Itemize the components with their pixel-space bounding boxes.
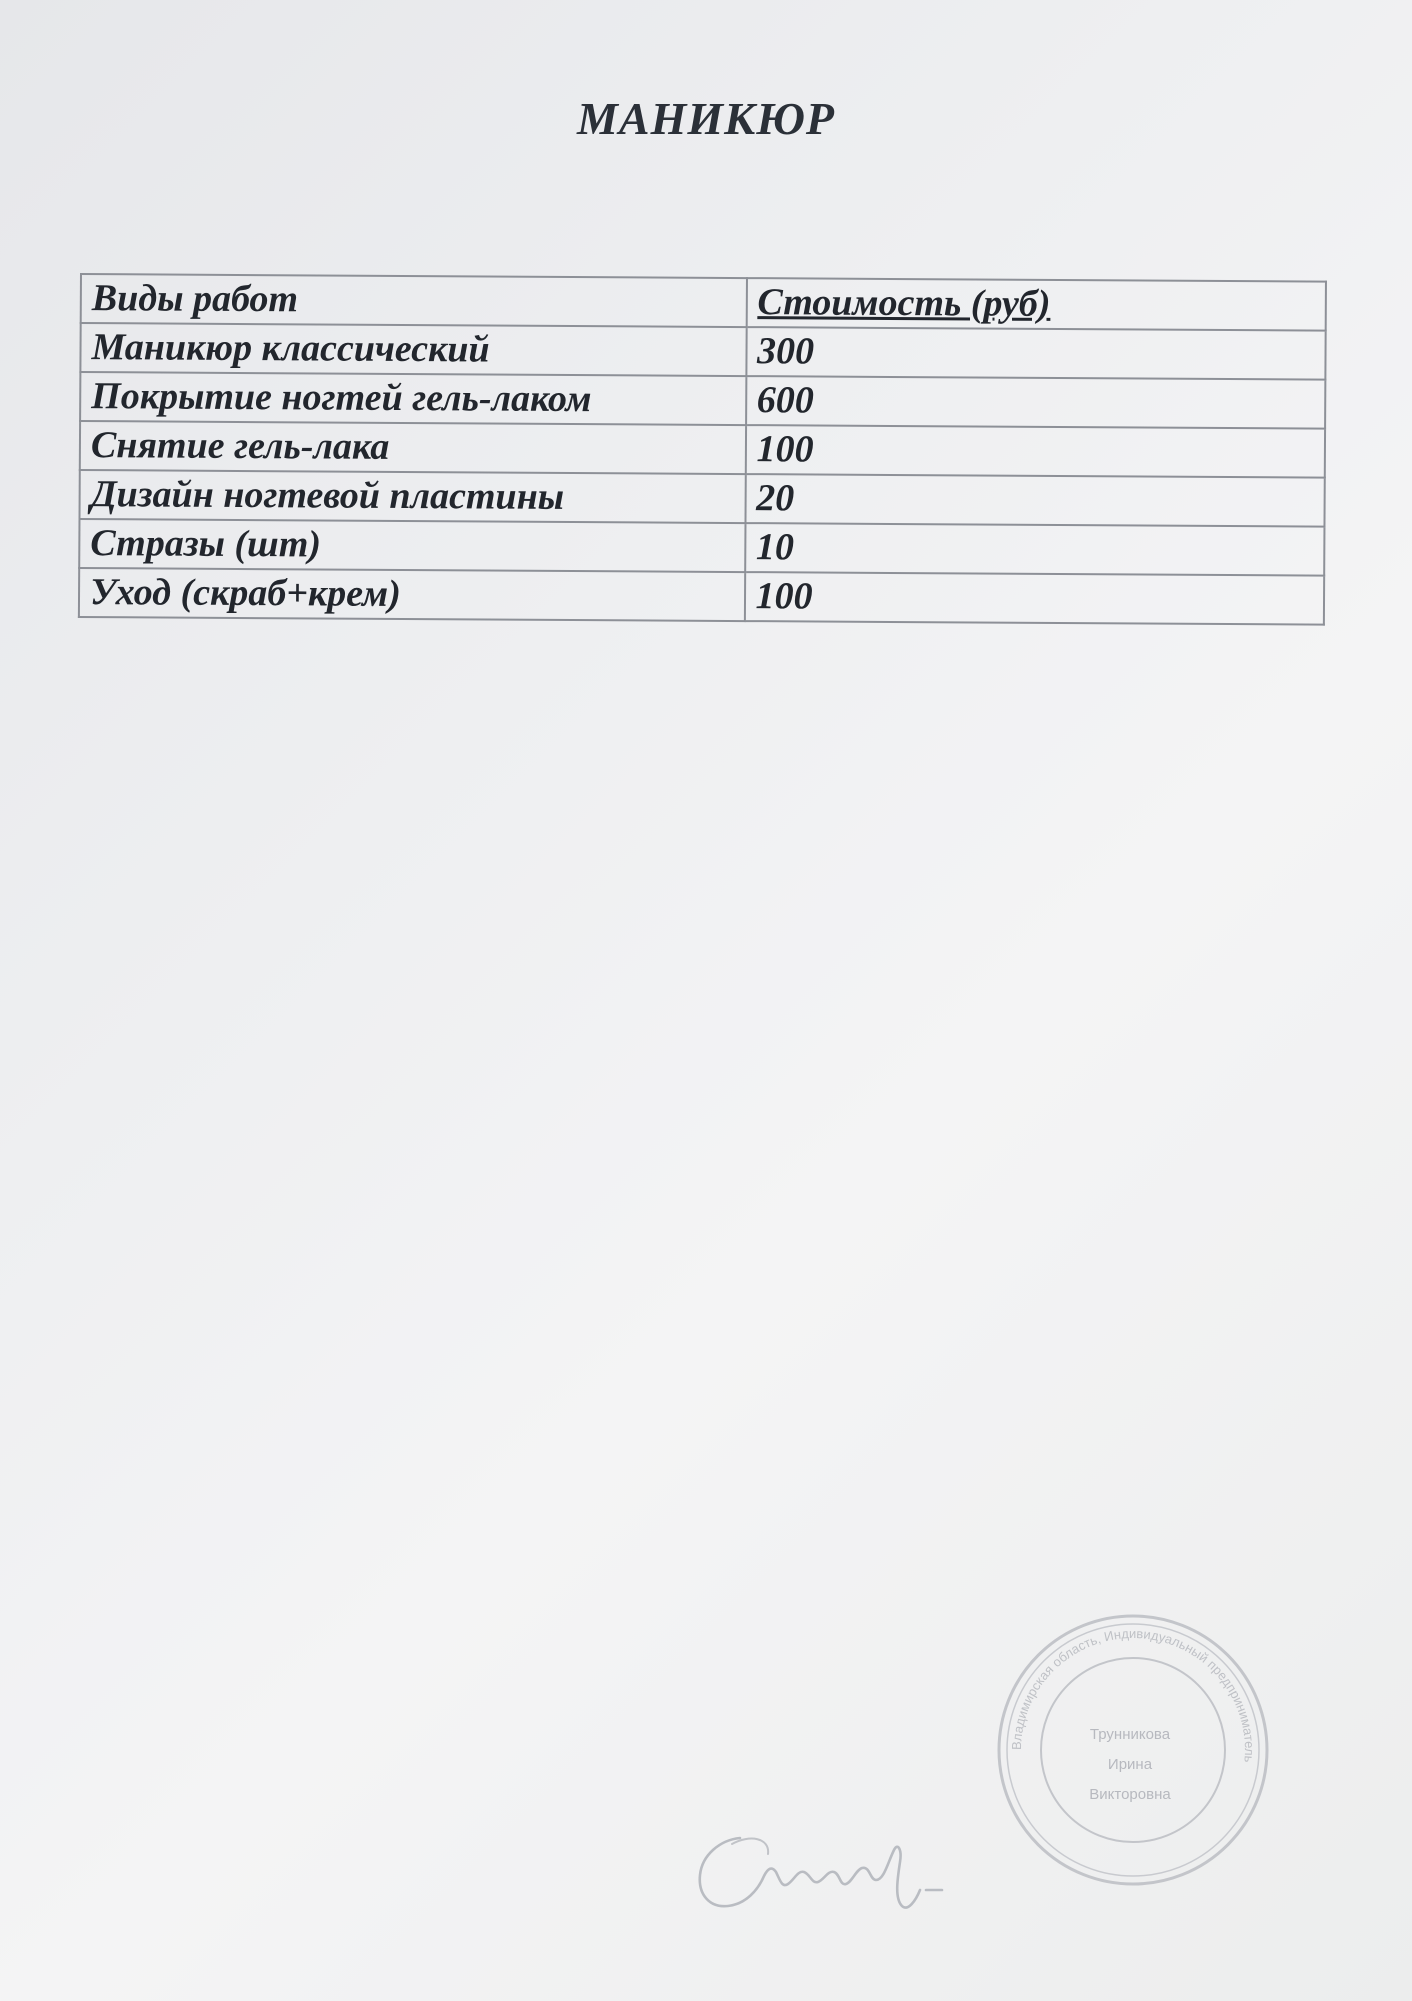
- header-cost: Стоимость (руб): [746, 278, 1326, 331]
- table-row: [79, 470, 1324, 527]
- cost-cell: 100: [744, 572, 1324, 625]
- cost-cell: 100: [745, 425, 1325, 478]
- table-row: [79, 568, 1324, 625]
- stamp-name-line: Ирина: [1107, 1756, 1153, 1773]
- table-row: [79, 519, 1324, 576]
- work-cell: Покрытие ногтей гель-лаком: [80, 372, 746, 425]
- signature: [680, 1810, 990, 1940]
- work-cell: Стразы (шт): [79, 519, 745, 572]
- table-header-row: [81, 274, 1326, 331]
- price-table: [78, 273, 1327, 626]
- cost-cell: 600: [746, 376, 1326, 429]
- stamp-ring-text: Владимирская область, Индивидуальный предприниматель: [1008, 1625, 1258, 1764]
- page-title: МАНИКЮР: [576, 93, 836, 144]
- cost-cell: 20: [745, 474, 1325, 527]
- table-row: [80, 372, 1325, 429]
- work-cell: Снятие гель-лака: [80, 421, 746, 474]
- work-cell: Уход (скраб+крем): [79, 568, 745, 621]
- work-cell: Маникюр классический: [80, 323, 746, 376]
- header-work: Виды работ: [81, 274, 747, 327]
- cost-cell: 10: [745, 523, 1325, 576]
- table-row: [80, 421, 1325, 478]
- stamp-name-line: Трунникова: [1089, 1726, 1171, 1743]
- cost-cell: 300: [746, 327, 1326, 380]
- work-cell: Дизайн ногтевой пластины: [79, 470, 745, 523]
- stamp-name: [1055, 1720, 1205, 1810]
- stamp-name-line: Викторовна: [1089, 1786, 1171, 1803]
- table-row: [80, 323, 1325, 380]
